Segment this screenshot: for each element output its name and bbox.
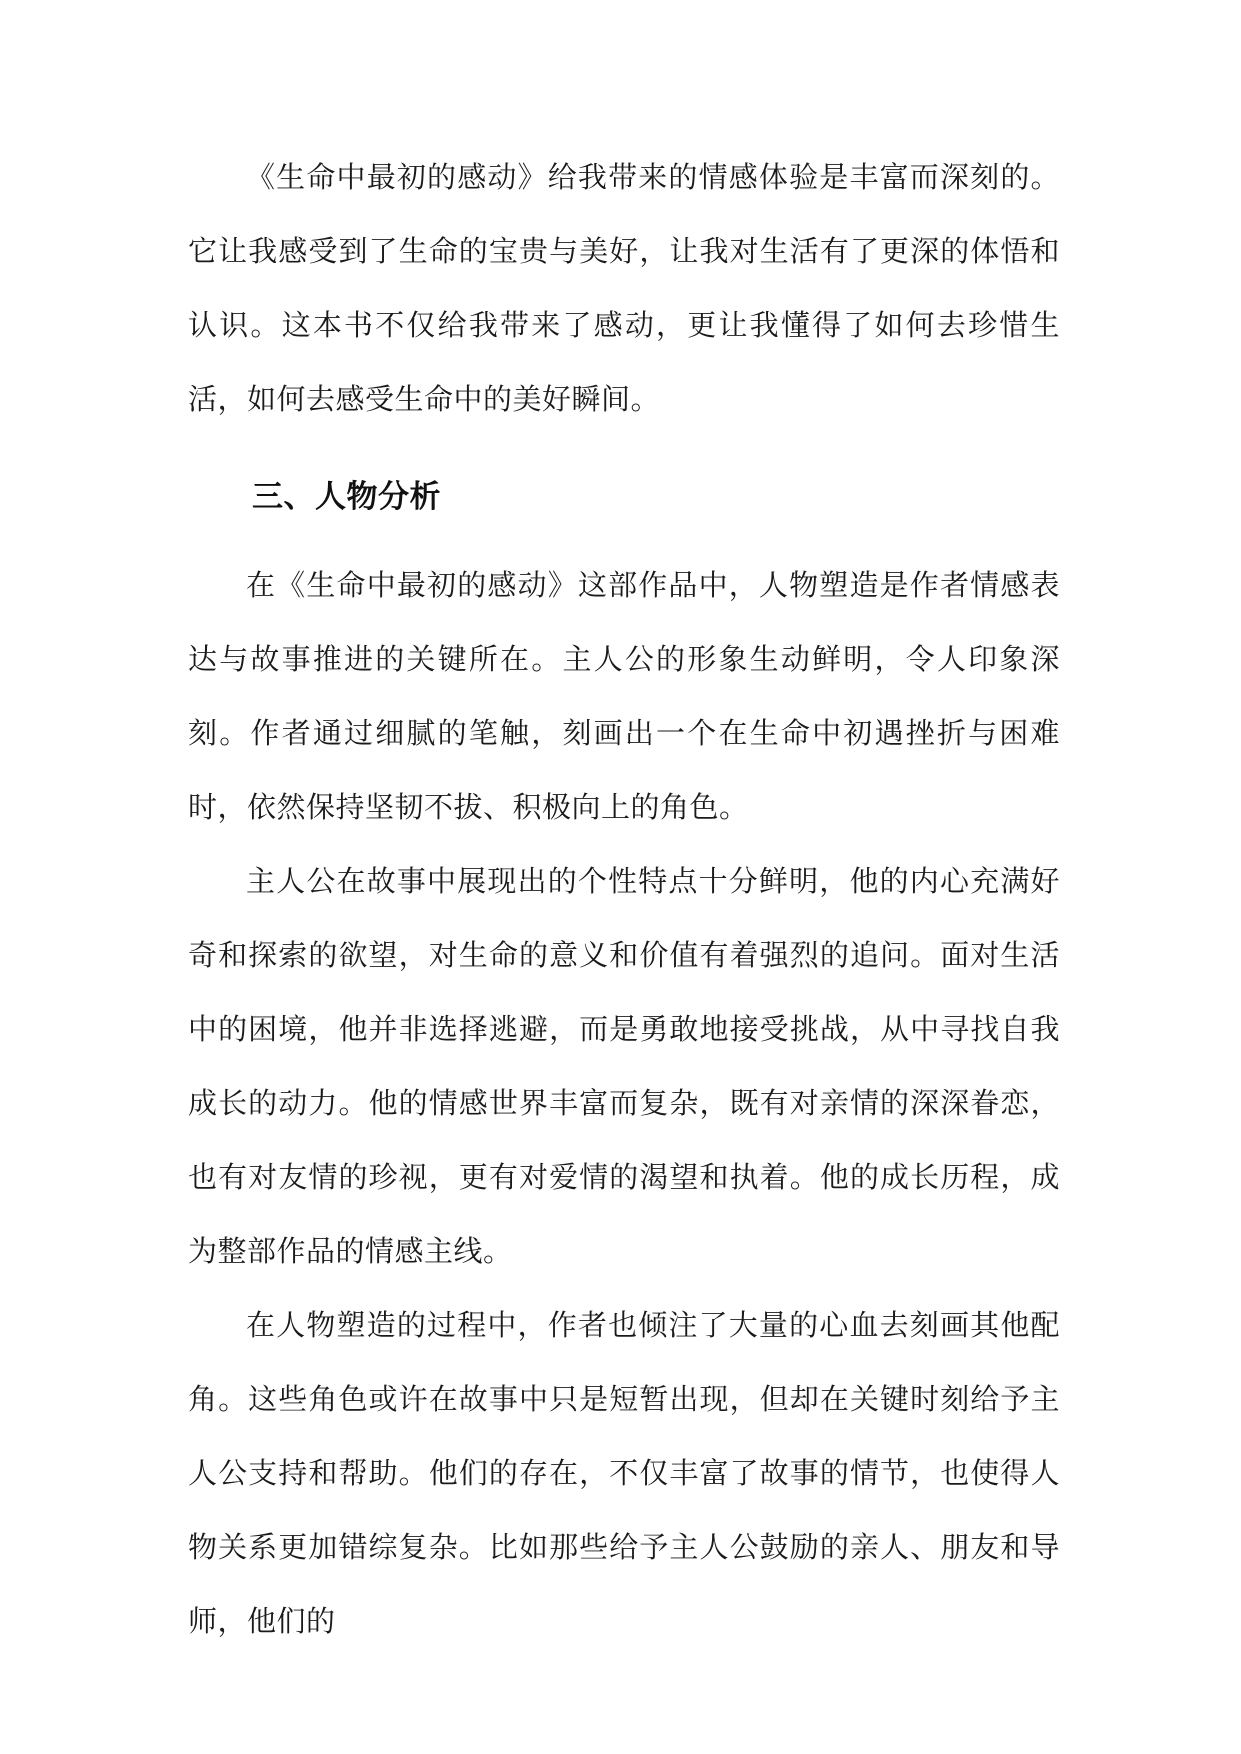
paragraph: 在人物塑造的过程中，作者也倾注了大量的心血去刻画其他配角。这些角色或许在故事中只是短暂出现，但却在关键时刻给予主人公支持和帮助。他们的存在，不仅丰富了故事的情节，也使得人物关系更加错综复杂。比如那些给予主人公鼓励的亲人、朋友和导师，他们的	[188, 1308, 1060, 1638]
document-body	[188, 140, 1060, 1658]
paragraph: 在《生命中最初的感动》这部作品中，人物塑造是作者情感表达与故事推进的关键所在。主人公的形象生动鲜明，令人印象深刻。作者通过细腻的笔触，刻画出一个在生命中初遇挫折与困难时，依然保持坚韧不拔、积极向上的角色。	[188, 568, 1060, 824]
paragraph: 《生命中最初的感动》给我带来的情感体验是丰富而深刻的。它让我感受到了生命的宝贵与美好，让我对生活有了更深的体悟和认识。这本书不仅给我带来了感动，更让我懂得了如何去珍惜生活，如何去感受生命中的美好瞬间。	[188, 160, 1060, 416]
section-heading: 三、人物分析	[252, 479, 441, 515]
paragraph: 主人公在故事中展现出的个性特点十分鲜明，他的内心充满好奇和探索的欲望，对生命的意义和价值有着强烈的追问。面对生活中的困境，他并非选择逃避，而是勇敢地接受挑战，从中寻找自我成长的动力。他的情感世界丰富而复杂，既有对亲情的深深眷恋，也有对友情的珍视，更有对爱情的渴望和执着。他的成长历程，成为整部作品的情感主线。	[188, 864, 1060, 1268]
